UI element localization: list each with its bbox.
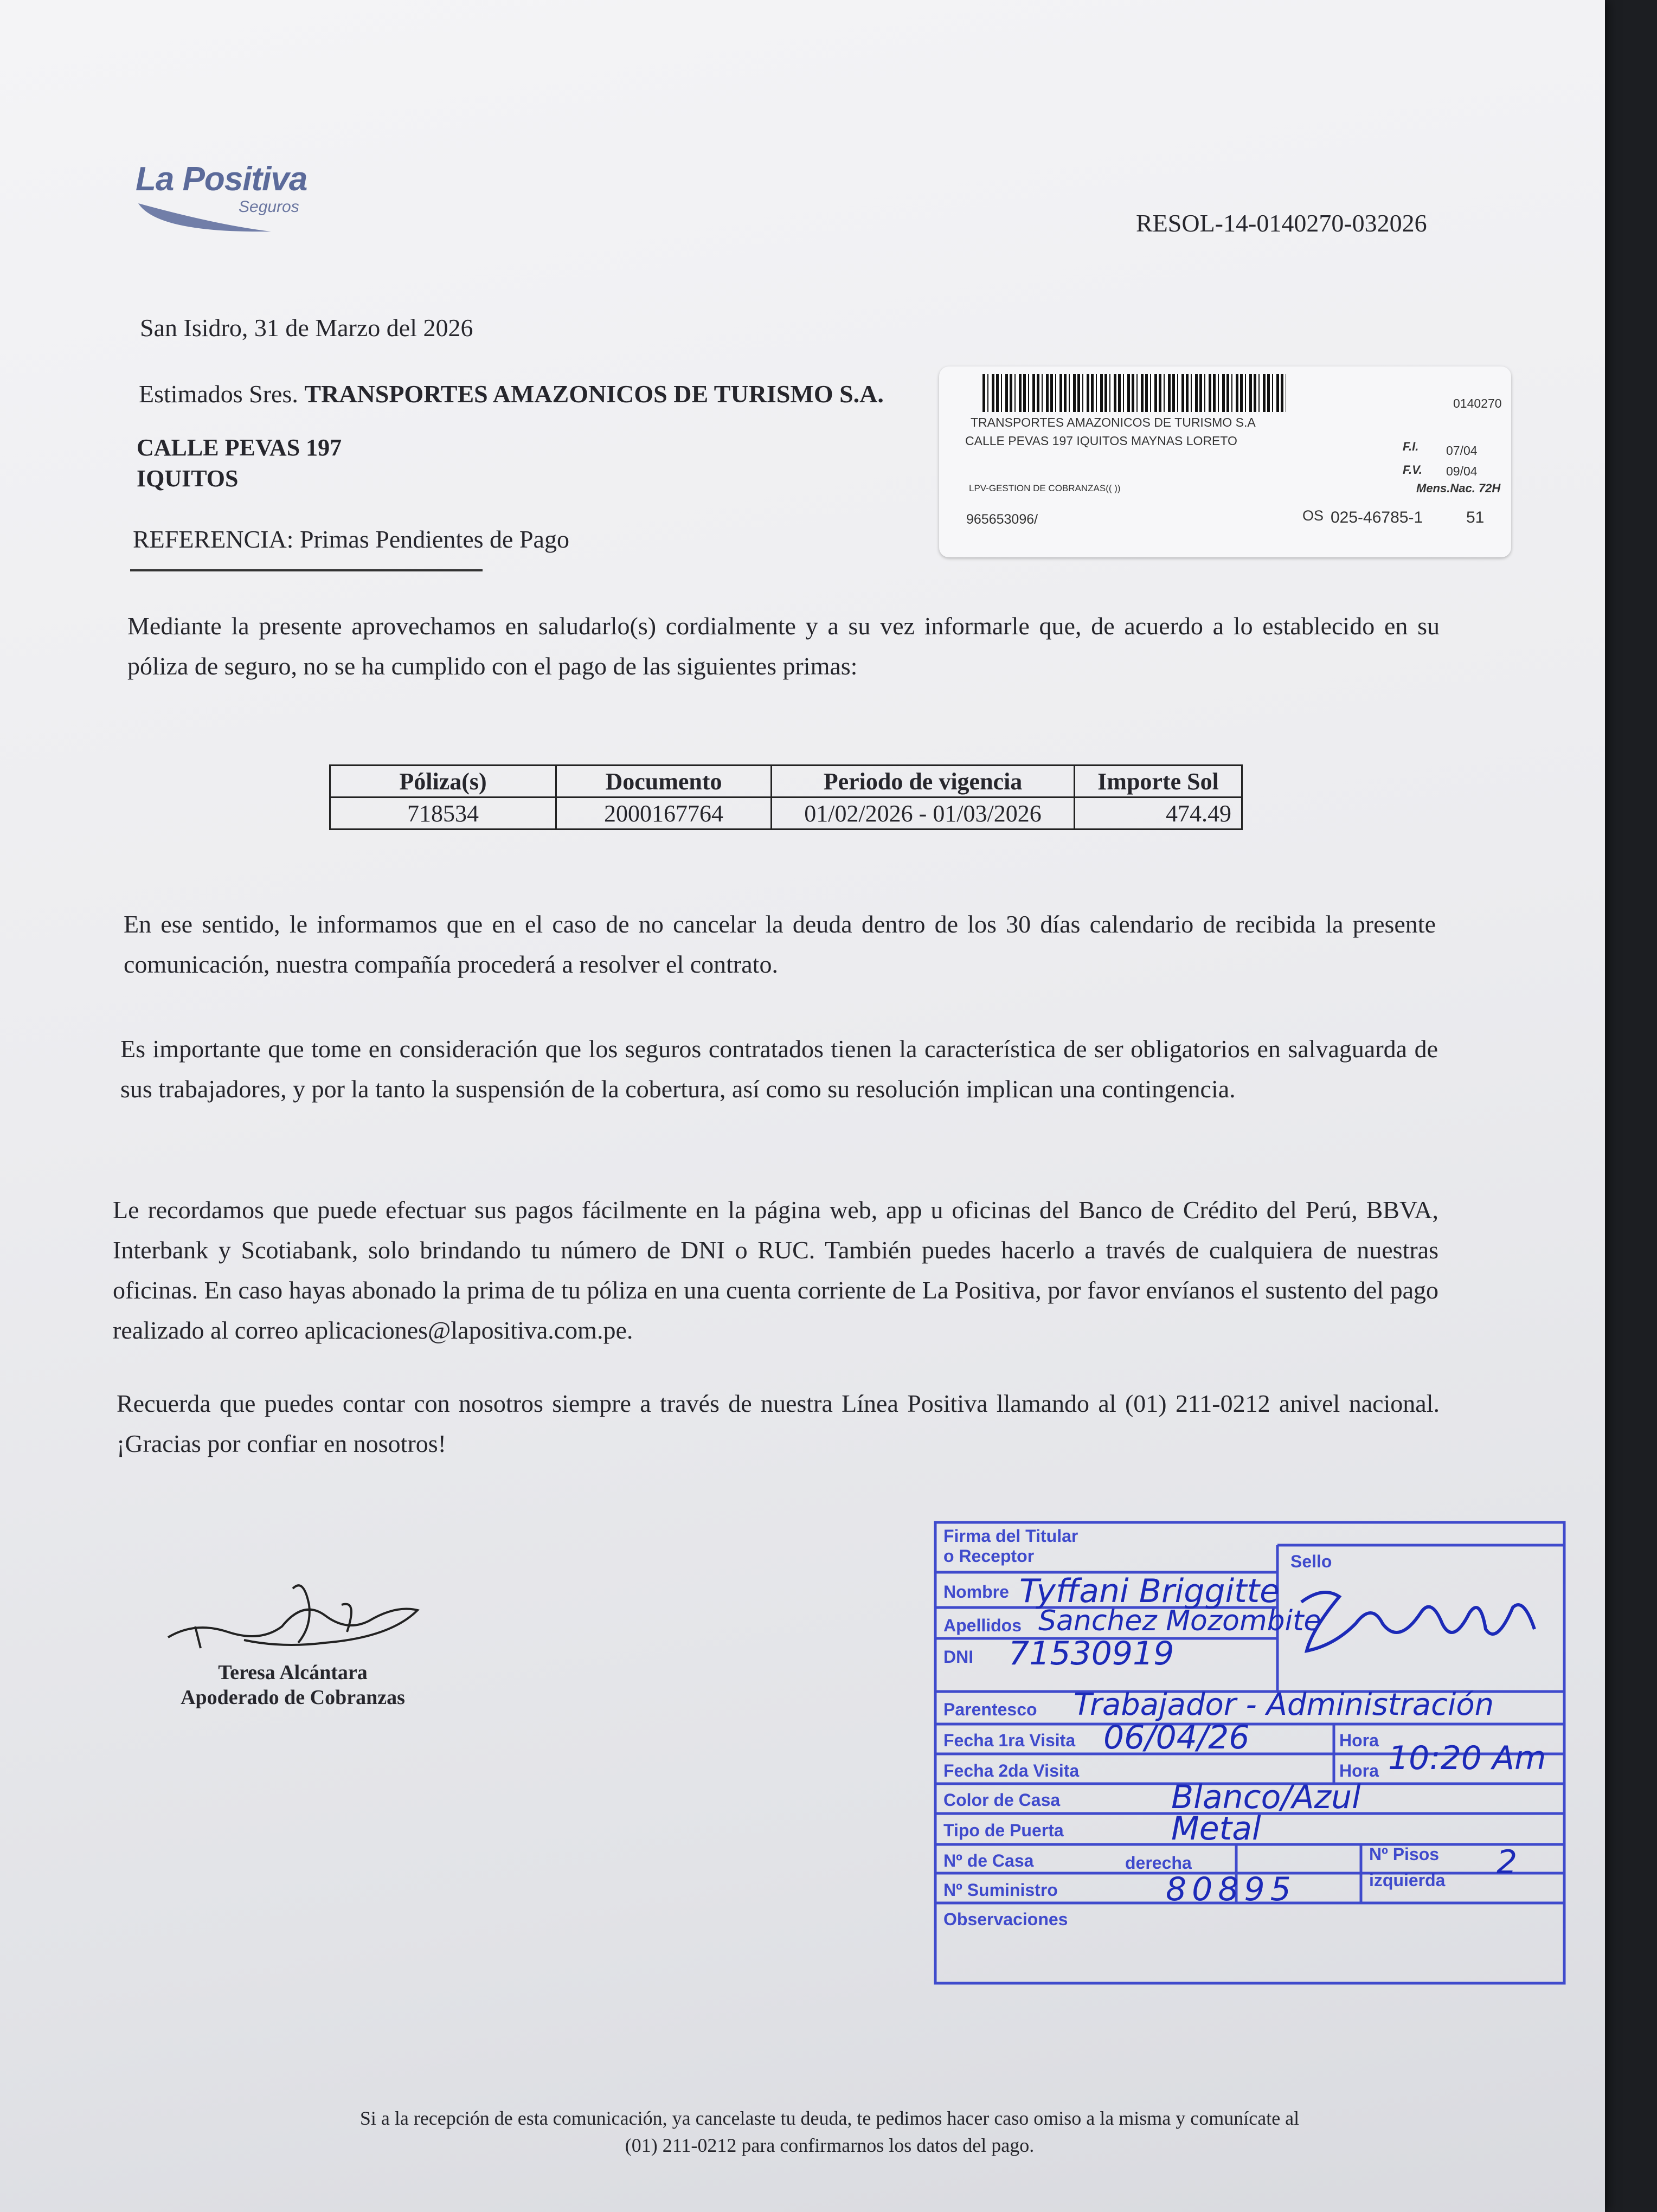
date-line: San Isidro, 31 de Marzo del 2026: [140, 314, 473, 342]
label-department: LPV-GESTION DE COBRANZAS(( )): [969, 483, 1121, 493]
address-line-1: CALLE PEVAS 197: [137, 434, 342, 461]
cell-poliza: 718534: [330, 798, 556, 829]
label-name: TRANSPORTES AMAZONICOS DE TURISMO S.A: [971, 415, 1256, 429]
paragraph-warning: En ese sentido, le informamos que en el caso de no cancelar la deuda dentro de los 30 días calendario de recibida la presente comunicación, nuestra compañía procederá a resolver el contrato.: [124, 910, 1436, 978]
stamp-sello-label: Sello: [1290, 1552, 1332, 1571]
logo-name: La Positiva: [136, 160, 307, 198]
stamp-ncasa-label: Nº de Casa: [943, 1851, 1034, 1870]
label-fi-value: 07/04: [1446, 443, 1478, 458]
mailing-label: [939, 366, 1511, 557]
cell-importe: 474.49: [1075, 798, 1242, 829]
company-name: TRANSPORTES AMAZONICOS DE TURISMO S.A.: [304, 380, 884, 408]
greeting: [139, 380, 884, 408]
label-os-label: OS: [1302, 507, 1324, 524]
stamp-suministro-label: Nº Suministro: [943, 1880, 1058, 1900]
address-line-2: IQUITOS: [137, 465, 239, 492]
reference: REFERENCIA: Primas Pendientes de Pago: [133, 525, 569, 553]
stamp-fecha2-label: Fecha 2da Visita: [943, 1761, 1080, 1780]
footer-line-2: (01) 211-0212 para confirmarnos los datos del pago.: [625, 2134, 1035, 2156]
stamp-observaciones-label: Observaciones: [943, 1909, 1068, 1929]
footer-line-1: Si a la recepción de esta comunicación, ya cancelaste tu deuda, te pedimos hacer caso omiso a la misma y comunícate al: [359, 2107, 1300, 2129]
stamp-color-label: Color de Casa: [943, 1790, 1061, 1810]
cell-periodo: 01/02/2026 - 01/03/2026: [772, 798, 1075, 829]
stamp-firma-label: Firma del Titular: [943, 1526, 1078, 1546]
delivery-stamp: [911, 1513, 1570, 2009]
label-service: Mens.Nac. 72H: [1416, 481, 1501, 495]
reference-underline: [130, 569, 483, 571]
greeting-prefix: Estimados Sres.: [139, 380, 298, 408]
header-importe: Importe Sol: [1075, 766, 1242, 798]
signer-title: Apoderado de Cobranzas: [181, 1686, 405, 1709]
label-code: 0140270: [1453, 396, 1502, 410]
stamp-hora1-label: Hora: [1339, 1731, 1379, 1750]
label-os-number: 025-46785-1: [1331, 509, 1423, 526]
label-phone: 965653096/: [966, 512, 1038, 527]
stamp-suministro-value: 80895: [1166, 1870, 1296, 1908]
stamp-pisos-value: 2: [1497, 1843, 1518, 1881]
company-logo: [136, 160, 331, 241]
label-fi-label: F.I.: [1403, 440, 1419, 453]
stamp-apellidos-label: Apellidos: [943, 1616, 1022, 1635]
stamp-pisos-label: Nº Pisos: [1369, 1844, 1440, 1864]
label-os-suffix: 51: [1466, 509, 1485, 526]
stamp-nombre-value: Tyffani Briggitte: [1019, 1572, 1280, 1610]
stamp-dni-value: 71530919: [1009, 1635, 1174, 1673]
stamp-apellidos-value: Sanchez Mozombite: [1038, 1605, 1321, 1637]
cell-documento: 2000167764: [556, 798, 772, 829]
label-fv-label: F.V.: [1403, 463, 1422, 477]
signer-block: [152, 1660, 434, 1710]
logo-sub: Seguros: [239, 198, 299, 216]
stamp-seal-signature-icon: [1290, 1564, 1551, 1667]
stamp-dni-label: DNI: [943, 1647, 974, 1667]
stamp-izquierda-label: izquierda: [1369, 1870, 1446, 1890]
stamp-receptor-label: o Receptor: [943, 1546, 1035, 1566]
stamp-fecha1-label: Fecha 1ra Visita: [943, 1731, 1076, 1750]
stamp-nombre-label: Nombre: [943, 1582, 1009, 1602]
resolution-code: RESOL-14-0140270-032026: [1136, 209, 1427, 237]
stamp-hora-value: 10:20 Am: [1388, 1739, 1546, 1777]
stamp-parentesco-value: Trabajador - Administración: [1074, 1687, 1494, 1722]
stamp-parentesco-label: Parentesco: [943, 1700, 1037, 1719]
header-documento: Documento: [556, 766, 772, 798]
signer-name: Teresa Alcántara: [218, 1661, 368, 1684]
premiums-table: [329, 764, 1243, 830]
barcode-icon: [982, 374, 1286, 412]
footer-note: [260, 2105, 1399, 2159]
paragraph-intro: Mediante la presente aprovechamos en saludarlo(s) cordialmente y a su vez informarle que, de acuerdo a lo establecido en su póliza de seguro, no se ha cumplido con el pago de las siguientes primas:: [127, 612, 1440, 680]
stamp-derecha-label: derecha: [1125, 1853, 1192, 1873]
stamp-fecha-value: 06/04/26: [1103, 1719, 1250, 1757]
stamp-color-value: Blanco/Azul: [1171, 1778, 1361, 1816]
header-poliza: Póliza(s): [330, 766, 556, 798]
stamp-puerta-value: Metal: [1171, 1810, 1261, 1848]
paragraph-closing: Recuerda que puedes contar con nosotros siempre a través de nuestra Línea Positiva llamando al (01) 211-0212 anivel nacional. ¡Gracias por confiar en nosotros!: [117, 1390, 1440, 1457]
signature-scribble-icon: [163, 1567, 423, 1670]
paragraph-payment: Le recordamos que puede efectuar sus pagos fácilmente en la página web, app u oficinas del Banco de Crédito del Perú, BBVA, Interbank y Scotiabank, solo brindando tu número de DNI o RUC. También puedes hacerlo a través de cualquiera de nuestras oficinas. En caso hayas abonado la prima de tu póliza en una cuenta corriente de La Positiva, por favor envíanos el sustento del pago realizado al correo aplicaciones@lapositiva.com.pe.: [113, 1196, 1438, 1344]
stamp-puerta-label: Tipo de Puerta: [943, 1821, 1064, 1840]
stamp-hora2-label: Hora: [1339, 1761, 1379, 1780]
header-periodo: Periodo de vigencia: [772, 766, 1075, 798]
label-fv-value: 09/04: [1446, 464, 1478, 478]
label-address: CALLE PEVAS 197 IQUITOS MAYNAS LORETO: [965, 434, 1237, 448]
table-row: [330, 798, 1242, 829]
paragraph-importance: Es importante que tome en consideración que los seguros contratados tienen la característica de ser obligatorios en salvaguarda de sus trabajadores, y por la tanto la suspensión de la cobertura, así como su resolución implican una contingencia.: [120, 1035, 1438, 1103]
table-header-row: [330, 766, 1242, 798]
